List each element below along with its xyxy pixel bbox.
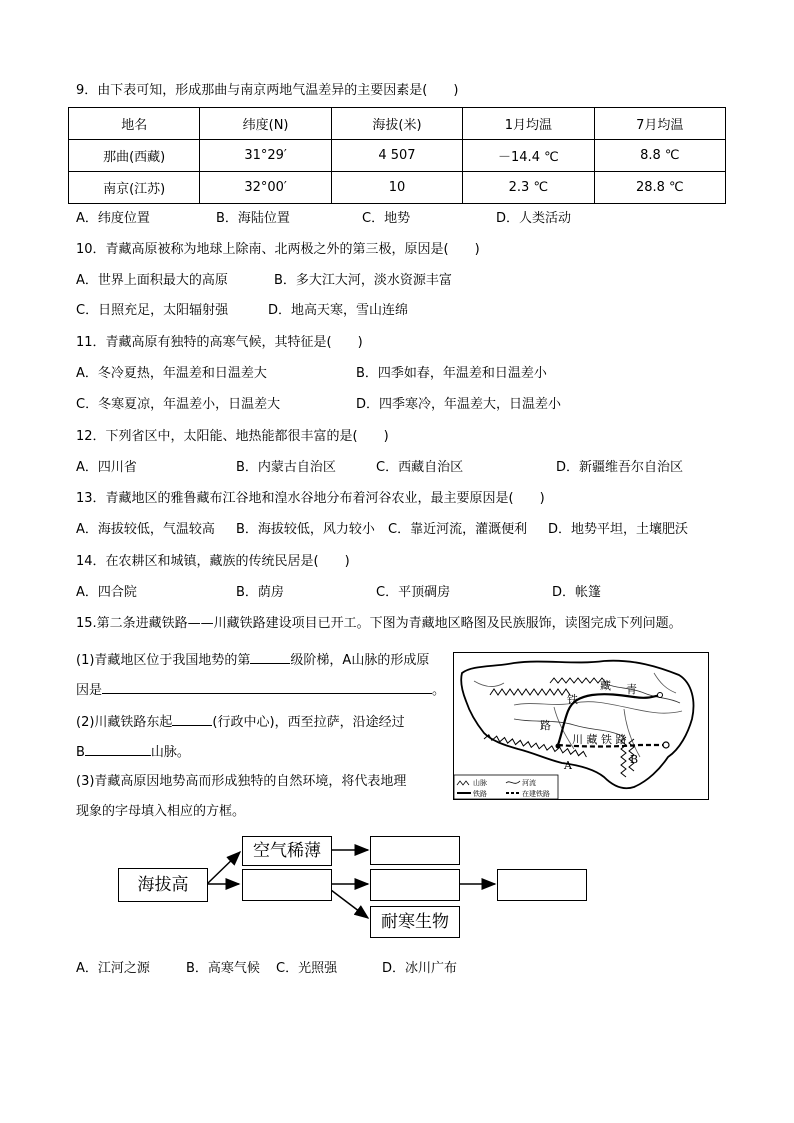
q14-option-b[interactable]: B．荫房 [236,585,284,600]
q15-part2-text-b: (行政中心)，西至拉萨，沿途经过 [212,715,405,730]
q14-option-a[interactable]: A．四合院 [76,585,137,600]
map-label-tie: 铁 [567,693,578,706]
table-cell: 10 [331,172,462,204]
q15-option-b[interactable]: B．高寒气候 [186,961,260,976]
table-cell: 31°29′ [200,140,331,172]
q11-option-d[interactable]: D．四季寒冷，年温差大，日温差小 [356,397,562,412]
q12-option-b[interactable]: B．内蒙古自治区 [236,460,336,475]
q15-option-d[interactable]: D．冰川广布 [382,961,458,976]
flow-box-high-altitude: 海拔高 [118,868,208,902]
q13-option-d[interactable]: D．地势平坦，土壤肥沃 [548,522,689,537]
legend-railway-label: 铁路 [473,790,487,798]
q12-option-a[interactable]: A．四川省 [76,460,137,475]
q13-stem: 13．青藏地区的雅鲁藏布江谷地和湟水谷地分布着河谷农业，最主要原因是( ) [76,491,545,506]
table-header-cell: 1月均温 [463,108,594,140]
q12-stem: 12．下列省区中，太阳能、地热能都很丰富的是( ) [76,429,389,444]
q13-option-b[interactable]: B．海拔较低，风力较小 [236,522,375,537]
flow-answer-box-2[interactable] [370,836,460,865]
q15-part1-text-b: 级阶梯，A山脉的形成原 [290,653,430,668]
q9-option-b[interactable]: B．海陆位置 [216,211,290,226]
q9-option-c[interactable]: C．地势 [362,211,411,226]
table-header-cell: 7月均温 [594,108,725,140]
q10-option-c[interactable]: C．日照充足，太阳辐射强 [76,303,229,318]
flow-box-cold-resistant-life: 耐寒生物 [370,906,460,938]
q13-option-c[interactable]: C．靠近河流，灌溉便利 [388,522,528,537]
q15-part3-line2: 现象的字母填入相应的方框。 [76,804,246,819]
map-label-zang: 藏 [600,679,611,692]
q15-option-a[interactable]: A．江河之源 [76,961,150,976]
q11-option-c[interactable]: C．冬寒夏凉，年温差小，日温差大 [76,397,281,412]
q10-option-a[interactable]: A．世界上面积最大的高原 [76,273,228,288]
map-label-qing: 青 [626,683,637,696]
q15-part2-text-d: 山脉。 [150,745,190,760]
table-header-cell: 海拔(米) [331,108,462,140]
table-cell: 8.8 ℃ [594,140,725,172]
q12-option-c[interactable]: C．西藏自治区 [376,460,464,475]
q15-option-c[interactable]: C．光照强 [276,961,338,976]
table-cell: 28.8 ℃ [594,172,725,204]
table-cell: 32°00′ [200,172,331,204]
legend-construction-label: 在建铁路 [522,790,550,798]
q10-option-d[interactable]: D．地高天寒，雪山连绵 [268,303,409,318]
q14-option-c[interactable]: C．平顶碉房 [376,585,451,600]
map-label-lu: 路 [540,719,551,732]
q14-option-d[interactable]: D．帐篷 [552,585,602,600]
table-header-cell: 地名 [69,108,200,140]
map-label-a: A [564,759,572,772]
q11-stem: 11．青藏高原有独特的高寒气候，其特征是( ) [76,335,363,350]
flow-answer-box-3[interactable] [370,869,460,901]
q9-option-a[interactable]: A．纬度位置 [76,211,150,226]
q9-stem: 9．由下表可知，形成那曲与南京两地气温差异的主要因素是( ) [76,83,459,98]
q10-stem: 10．青藏高原被称为地球上除南、北两极之外的第三极，原因是( ) [76,242,480,257]
q10-option-b[interactable]: B．多大江大河，淡水资源丰富 [274,273,452,288]
legend-river-label: 河流 [522,779,536,787]
q15-part2-text-a: (2)川藏铁路东起 [76,715,173,730]
q11-option-a[interactable]: A．冬冷夏热，年温差和日温差大 [76,366,267,381]
q13-option-a[interactable]: A．海拔较低，气温较高 [76,522,215,537]
legend-mountain-label: 山脉 [473,779,487,787]
q15-part1-text-c: 因是 [76,683,103,698]
table-cell: 2.3 ℃ [463,172,594,204]
flow-answer-box-4[interactable] [497,869,587,901]
map-label-chuanzang: 川 藏 铁 路 [572,733,627,746]
flow-answer-box-1[interactable] [242,869,332,901]
map-label-b: B [630,753,639,766]
table-cell: －14.4 ℃ [463,140,594,172]
q15-part1-text-a: (1)青藏地区位于我国地势的第 [76,653,251,668]
table-cell: 那曲(西藏) [69,140,200,172]
q15-part1-end: 。 [432,683,446,698]
table-cell: 4 507 [331,140,462,172]
table-cell: 南京(江苏) [69,172,200,204]
flow-box-thin-air: 空气稀薄 [242,836,332,866]
q15-part3-line1: (3)青藏高原因地势高而形成独特的自然环境，将代表地理 [76,774,407,789]
q9-option-d[interactable]: D．人类活动 [496,211,572,226]
q11-option-b[interactable]: B．四季如春，年温差和日温差小 [356,366,547,381]
table-header-cell: 纬度(N) [200,108,331,140]
q12-option-d[interactable]: D．新疆维吾尔自治区 [556,460,684,475]
q15-part2-text-c: B [76,745,85,760]
q14-stem: 14．在农耕区和城镇，藏族的传统民居是( ) [76,554,350,569]
q15-stem: 15.第二条进藏铁路——川藏铁路建设项目已开工。下图为青藏地区略图及民族服饰，读图完成下列问题。 [76,616,682,631]
